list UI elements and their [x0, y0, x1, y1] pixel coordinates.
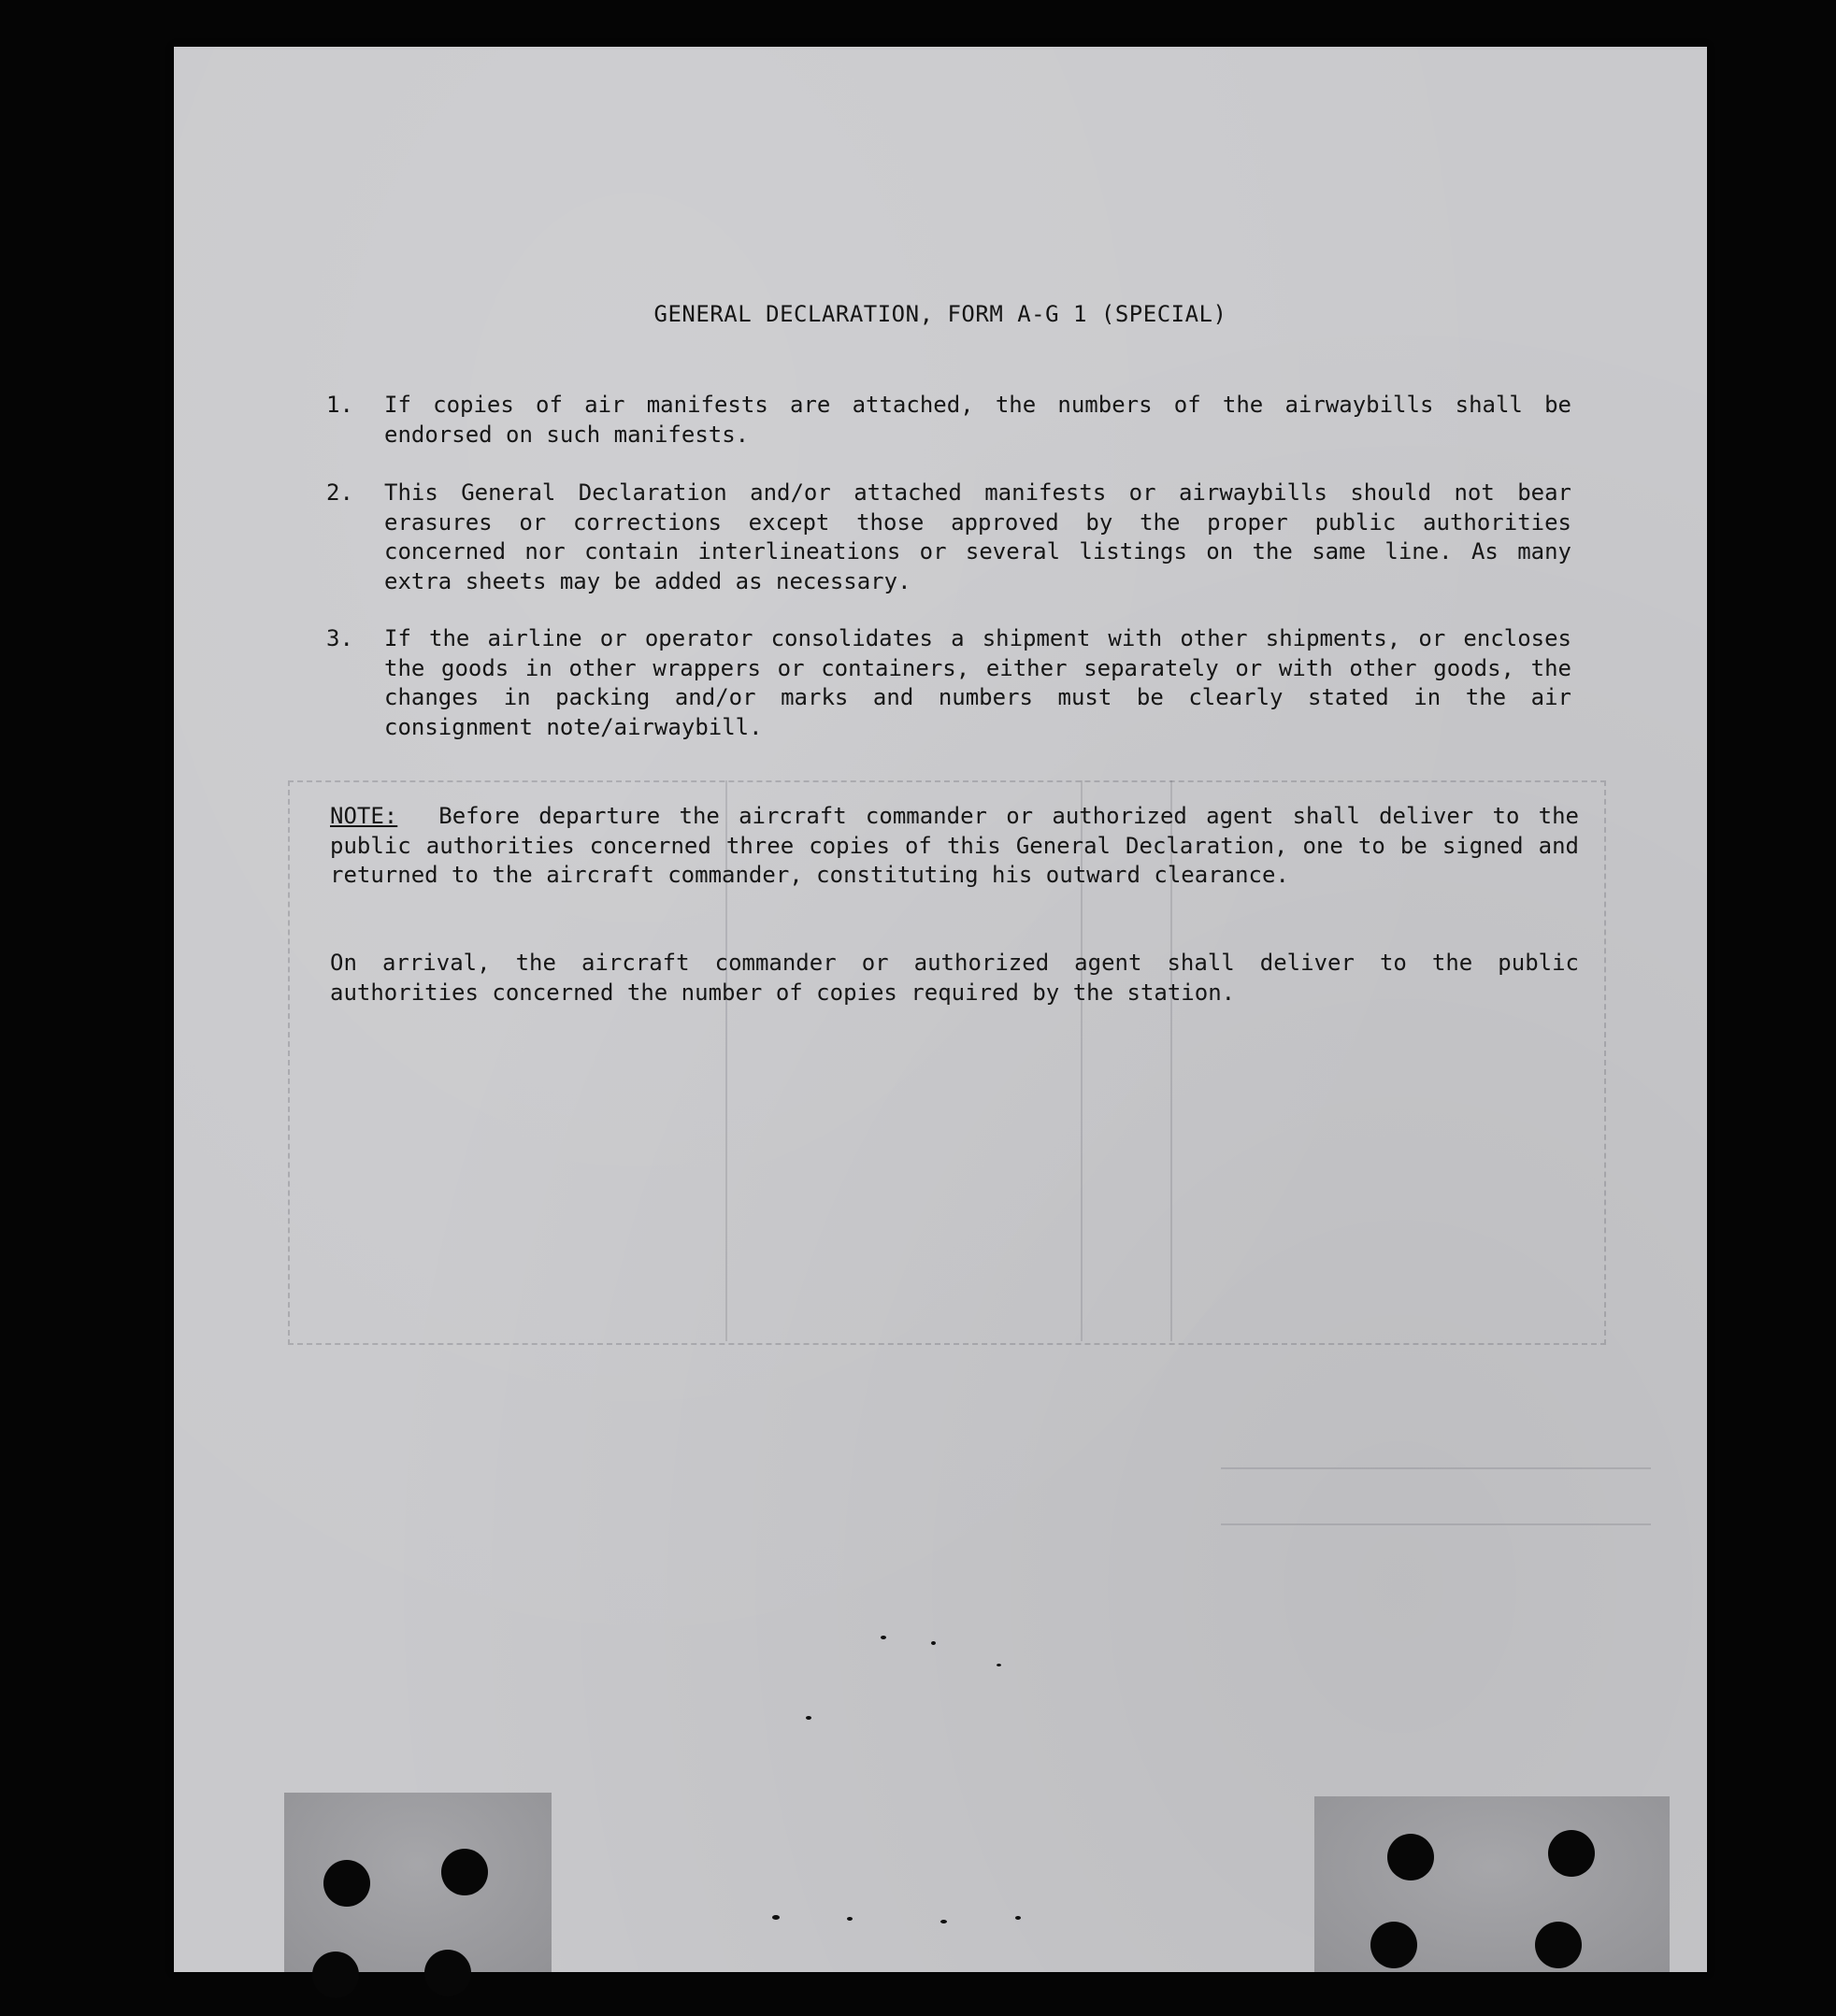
show-through-line — [1221, 1467, 1651, 1469]
note-paragraph — [330, 802, 1579, 891]
item-number: 2. — [326, 479, 353, 506]
item-text: If copies of air manifests are attached, the numbers of the airwaybills shall be endorsed on such manifests. — [384, 392, 1571, 448]
punch-hole — [441, 1849, 488, 1895]
arrival-paragraph: On arrival, the aircraft commander or authorized agent shall deliver to the public authorities concerned the number of copies required by the station. — [330, 950, 1579, 1006]
document-title: GENERAL DECLARATION, FORM A-G 1 (SPECIAL) — [653, 301, 1227, 327]
note-text: Before departure the aircraft commander or authorized agent shall deliver to the public authorities concerned three copies of this General Declaration, one to be signed and returned to the aircraft commander, constituting his outward clearance. — [330, 803, 1579, 888]
punch-hole — [1548, 1830, 1595, 1877]
item-number: 3. — [326, 625, 353, 651]
punch-hole — [1370, 1922, 1417, 1968]
item-text: This General Declaration and/or attached manifests or airwaybills should not bear erasures or corrections except those approved by the proper public authorities concerned nor contain interlineations or several listings on the same line. As many extra sheets may be added as necessary. — [384, 479, 1571, 594]
ink-speck — [847, 1917, 853, 1921]
punch-hole — [312, 1952, 359, 1998]
ink-speck — [997, 1664, 1001, 1666]
note-label: NOTE: — [330, 803, 398, 829]
binding-tab-right — [1314, 1796, 1670, 1972]
punch-hole — [323, 1860, 370, 1907]
punch-hole — [1535, 1922, 1582, 1968]
item-text: If the airline or operator consolidates a shipment with other shipments, or encloses the goods in other wrappers or containers, either separately or with other goods, the changes in packing and/or marks and numbers must be clearly stated in the air consignment note/airwaybill. — [384, 625, 1571, 740]
binding-tab-left — [284, 1793, 552, 1972]
ink-speck — [806, 1716, 811, 1720]
ink-speck — [881, 1636, 886, 1639]
ink-speck — [1015, 1916, 1021, 1920]
ink-speck — [940, 1920, 947, 1923]
punch-hole — [424, 1950, 471, 1996]
ink-speck — [931, 1641, 936, 1645]
show-through-line — [1221, 1523, 1651, 1525]
document-page — [174, 47, 1707, 1972]
item-number: 1. — [326, 392, 353, 418]
punch-hole — [1387, 1834, 1434, 1880]
ink-speck — [772, 1915, 780, 1920]
